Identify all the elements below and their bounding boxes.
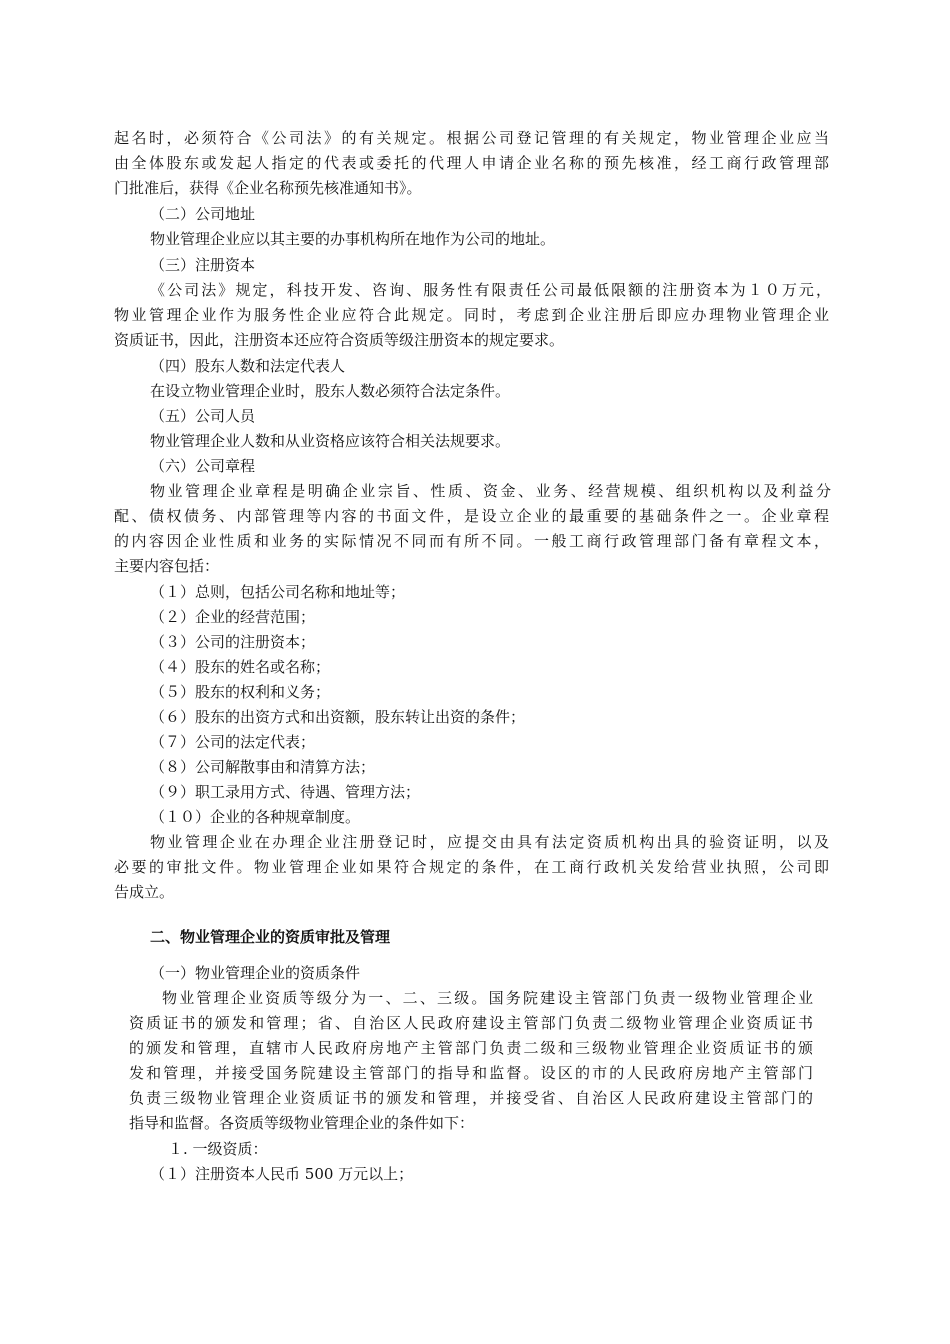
paragraph-line: 物业管理企业资质等级分为一、二、三级。国务院建设主管部门负责一级物业管理企业 — [162, 989, 813, 1007]
list-item: （８）公司解散事由和清算方法； — [150, 758, 376, 776]
list-item: （５）股东的权利和义务； — [150, 683, 331, 701]
list-item: （３）公司的注册资本； — [150, 633, 316, 651]
paragraph-line: 必要的审批文件。物业管理企业如果符合规定的条件，在工商行政机关发给营业执照，公司即 — [114, 858, 829, 876]
list-item: （２）企业的经营范围； — [150, 608, 316, 626]
section-heading: 二、物业管理企业的资质审批及管理 — [150, 928, 391, 946]
list-heading: １. 一级资质： — [168, 1140, 268, 1158]
paragraph-line: 告成立。 — [114, 883, 175, 901]
paragraph-line: 《公司法》规定，科技开发、咨询、服务性有限责任公司最低限额的注册资本为１０万元， — [150, 281, 831, 299]
paragraph-line: 主要内容包括： — [114, 557, 220, 575]
subsection-heading: （三）注册资本 — [150, 256, 256, 274]
list-item: （４）股东的姓名或名称； — [150, 658, 331, 676]
subsection-heading: （二）公司地址 — [150, 205, 256, 223]
list-item: （１）注册资本人民币 500 万元以上； — [150, 1165, 414, 1183]
list-item: （１）总则，包括公司名称和地址等； — [150, 583, 406, 601]
paragraph-line: 配、债权债务、内部管理等内容的书面文件，是设立企业的最重要的基础条件之一。企业章程 — [114, 507, 829, 525]
paragraph-line: 物业管理企业人数和从业资格应该符合相关法规要求。 — [150, 432, 511, 450]
paragraph-line: 起名时，必须符合《公司法》的有关规定。根据公司登记管理的有关规定，物业管理企业应当 — [114, 129, 829, 147]
paragraph-line: 指导和监督。各资质等级物业管理企业的条件如下： — [129, 1114, 475, 1132]
paragraph-line: 物业管理企业作为服务性企业应符合此规定。同时，考虑到企业注册后即应办理物业管理企业 — [114, 306, 829, 324]
paragraph-line: 资质证书的颁发和管理；省、自治区人民政府建设主管部门负责二级物业管理企业资质证书 — [129, 1014, 813, 1032]
list-item: （９）职工录用方式、待遇、管理方法； — [150, 783, 421, 801]
list-item: （７）公司的法定代表； — [150, 733, 316, 751]
paragraph-line: 发和管理，并接受国务院建设主管部门的指导和监督。设区的市的人民政府房地产主管部门 — [129, 1064, 813, 1082]
subsection-heading: （四）股东人数和法定代表人 — [150, 357, 346, 375]
paragraph-line: 由全体股东或发起人指定的代表或委托的代理人申请企业名称的预先核准，经工商行政管理部 — [114, 154, 829, 172]
list-item: （６）股东的出资方式和出资额，股东转让出资的条件； — [150, 708, 526, 726]
subsection-heading: （六）公司章程 — [150, 457, 256, 475]
paragraph-line: 物业管理企业在办理企业注册登记时，应提交由具有法定资质机构出具的验资证明，以及 — [150, 833, 829, 851]
paragraph-line: 门批准后，获得《企业名称预先核准通知书》。 — [114, 179, 422, 197]
paragraph-line: 的内容因企业性质和业务的实际情况不同而有所不同。一般工商行政管理部门备有章程文本， — [114, 532, 829, 550]
subsection-heading: （一）物业管理企业的资质条件 — [150, 964, 361, 982]
paragraph-line: 在设立物业管理企业时，股东人数必须符合法定条件。 — [150, 382, 511, 400]
paragraph-line: 负责三级物业管理企业资质证书的颁发和管理，并接受省、自治区人民政府建设主管部门的 — [129, 1089, 813, 1107]
subsection-heading: （五）公司人员 — [150, 407, 256, 425]
paragraph-line: 的颁发和管理，直辖市人民政府房地产主管部门负责二级和三级物业管理企业资质证书的颁 — [129, 1039, 813, 1057]
list-item: （１０）企业的各种规章制度。 — [150, 808, 361, 826]
paragraph-line: 物业管理企业应以其主要的办事机构所在地作为公司的地址。 — [150, 230, 556, 248]
paragraph-line: 资质证书，因此，注册资本还应符合资质等级注册资本的规定要求。 — [114, 331, 565, 349]
paragraph-line: 物业管理企业章程是明确企业宗旨、性质、资金、业务、经营规模、组织机构以及利益分 — [150, 482, 831, 500]
